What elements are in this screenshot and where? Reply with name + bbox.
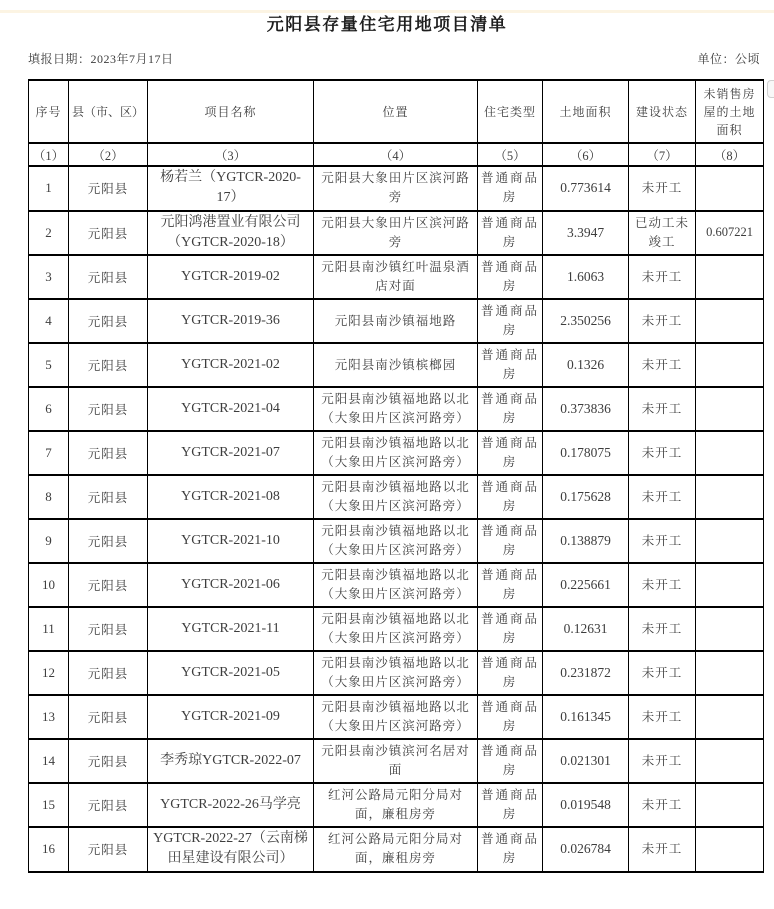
- index-cell-3: （3）: [148, 143, 314, 166]
- cell-unsold: [696, 563, 764, 607]
- cell-project: YGTCR-2021-10: [148, 519, 314, 563]
- header-unsold-area: 未销售房屋的土地面积: [696, 80, 764, 143]
- table-row: [29, 563, 764, 607]
- cell-location: 元阳县南沙镇福地路以北（大象田片区滨河路旁）: [314, 651, 478, 695]
- cell-county: 元阳县: [69, 651, 148, 695]
- cell-unsold: [696, 475, 764, 519]
- table-row: [29, 827, 764, 872]
- cell-type: 普通商品房: [478, 607, 543, 651]
- cell-unsold: [696, 651, 764, 695]
- cell-county: 元阳县: [69, 827, 148, 872]
- cell-type: 普通商品房: [478, 519, 543, 563]
- cell-type: 普通商品房: [478, 211, 543, 256]
- cell-no: 14: [29, 739, 69, 783]
- projects-table: [28, 79, 764, 873]
- cell-status: 未开工: [629, 563, 696, 607]
- cell-location: 元阳县南沙镇福地路以北（大象田片区滨河路旁）: [314, 387, 478, 431]
- cell-type: 普通商品房: [478, 343, 543, 387]
- cell-project: YGTCR-2021-06: [148, 563, 314, 607]
- cell-area: 0.161345: [543, 695, 629, 739]
- cell-area: 0.225661: [543, 563, 629, 607]
- cell-area: 0.178075: [543, 431, 629, 475]
- table-row: [29, 431, 764, 475]
- cell-status: 未开工: [629, 695, 696, 739]
- cell-no: 9: [29, 519, 69, 563]
- cell-project: YGTCR-2019-02: [148, 255, 314, 299]
- cell-area: 0.019548: [543, 783, 629, 827]
- scrollbar-thumb[interactable]: [767, 80, 774, 98]
- header-land-area: 土地面积: [543, 80, 629, 143]
- table-row: [29, 299, 764, 343]
- cell-no: 8: [29, 475, 69, 519]
- cell-status: 未开工: [629, 431, 696, 475]
- cell-county: 元阳县: [69, 255, 148, 299]
- cell-area: 0.373836: [543, 387, 629, 431]
- cell-project: YGTCR-2021-02: [148, 343, 314, 387]
- cell-type: 普通商品房: [478, 431, 543, 475]
- cell-type: 普通商品房: [478, 475, 543, 519]
- column-index-row: [29, 143, 764, 166]
- table-row: [29, 343, 764, 387]
- cell-county: 元阳县: [69, 475, 148, 519]
- cell-unsold: [696, 695, 764, 739]
- cell-no: 2: [29, 211, 69, 256]
- cell-status: 未开工: [629, 299, 696, 343]
- cell-location: 元阳县南沙镇槟榔园: [314, 343, 478, 387]
- table-row: [29, 783, 764, 827]
- index-cell-8: （8）: [696, 143, 764, 166]
- table-row: [29, 387, 764, 431]
- cell-status: 未开工: [629, 519, 696, 563]
- cell-location: 元阳县南沙镇福地路以北（大象田片区滨河路旁）: [314, 695, 478, 739]
- header-county: 县（市、区）: [69, 80, 148, 143]
- cell-unsold: [696, 166, 764, 211]
- table-body: [29, 166, 764, 872]
- cell-type: 普通商品房: [478, 255, 543, 299]
- cell-type: 普通商品房: [478, 695, 543, 739]
- cell-project: YGTCR-2022-26马学亮: [148, 783, 314, 827]
- cell-status: 未开工: [629, 343, 696, 387]
- cell-project: YGTCR-2019-36: [148, 299, 314, 343]
- cell-project: 元阳鸿港置业有限公司（YGTCR-2020-18）: [148, 211, 314, 256]
- table-row: [29, 607, 764, 651]
- table-row: [29, 519, 764, 563]
- cell-unsold: [696, 299, 764, 343]
- cell-county: 元阳县: [69, 519, 148, 563]
- cell-project: YGTCR-2021-07: [148, 431, 314, 475]
- cell-no: 1: [29, 166, 69, 211]
- unit-label: 单位：公顷: [697, 52, 760, 66]
- cell-county: 元阳县: [69, 695, 148, 739]
- cell-no: 10: [29, 563, 69, 607]
- cell-no: 3: [29, 255, 69, 299]
- cell-location: 元阳县大象田片区滨河路旁: [314, 166, 478, 211]
- cell-no: 6: [29, 387, 69, 431]
- cell-unsold: [696, 343, 764, 387]
- cell-project: YGTCR-2021-08: [148, 475, 314, 519]
- cell-project: YGTCR-2021-05: [148, 651, 314, 695]
- cell-area: 0.231872: [543, 651, 629, 695]
- header-project-name: 项目名称: [148, 80, 314, 143]
- index-cell-4: （4）: [314, 143, 478, 166]
- cell-location: 元阳县大象田片区滨河路旁: [314, 211, 478, 256]
- table-header-row: [29, 80, 764, 143]
- cell-county: 元阳县: [69, 299, 148, 343]
- cell-area: 0.138879: [543, 519, 629, 563]
- cell-status: 未开工: [629, 827, 696, 872]
- report-date-label: 填报日期：2023年7月17日: [28, 52, 174, 66]
- cell-no: 5: [29, 343, 69, 387]
- cell-area: 0.12631: [543, 607, 629, 651]
- cell-location: 元阳县南沙镇福地路: [314, 299, 478, 343]
- cell-area: 1.6063: [543, 255, 629, 299]
- cell-county: 元阳县: [69, 431, 148, 475]
- cell-location: 元阳县南沙镇福地路以北（大象田片区滨河路旁）: [314, 607, 478, 651]
- table-row: [29, 255, 764, 299]
- cell-location: 元阳县南沙镇福地路以北（大象田片区滨河路旁）: [314, 475, 478, 519]
- cell-area: 0.175628: [543, 475, 629, 519]
- cell-type: 普通商品房: [478, 739, 543, 783]
- cell-unsold: [696, 827, 764, 872]
- top-accent-strip: [0, 10, 774, 13]
- table-row: [29, 211, 764, 256]
- cell-type: 普通商品房: [478, 783, 543, 827]
- cell-no: 15: [29, 783, 69, 827]
- cell-area: 0.773614: [543, 166, 629, 211]
- table-row: [29, 739, 764, 783]
- cell-no: 11: [29, 607, 69, 651]
- cell-status: 已动工未竣工: [629, 211, 696, 256]
- cell-status: 未开工: [629, 166, 696, 211]
- cell-location: 元阳县南沙镇福地路以北（大象田片区滨河路旁）: [314, 519, 478, 563]
- cell-no: 4: [29, 299, 69, 343]
- cell-status: 未开工: [629, 387, 696, 431]
- cell-no: 16: [29, 827, 69, 872]
- table-row: [29, 166, 764, 211]
- cell-type: 普通商品房: [478, 166, 543, 211]
- cell-status: 未开工: [629, 475, 696, 519]
- cell-county: 元阳县: [69, 343, 148, 387]
- cell-type: 普通商品房: [478, 299, 543, 343]
- cell-area: 3.3947: [543, 211, 629, 256]
- cell-project: 李秀琼YGTCR-2022-07: [148, 739, 314, 783]
- table-row: [29, 475, 764, 519]
- cell-location: 红河公路局元阳分局对面，廉租房旁: [314, 783, 478, 827]
- cell-location: 元阳县南沙镇福地路以北（大象田片区滨河路旁）: [314, 563, 478, 607]
- cell-county: 元阳县: [69, 739, 148, 783]
- cell-unsold: [696, 255, 764, 299]
- cell-type: 普通商品房: [478, 563, 543, 607]
- index-cell-6: （6）: [543, 143, 629, 166]
- cell-no: 7: [29, 431, 69, 475]
- cell-location: 元阳县南沙镇滨河名居对面: [314, 739, 478, 783]
- cell-county: 元阳县: [69, 211, 148, 256]
- cell-area: 2.350256: [543, 299, 629, 343]
- cell-status: 未开工: [629, 255, 696, 299]
- cell-county: 元阳县: [69, 607, 148, 651]
- meta-row: [28, 50, 760, 67]
- cell-no: 12: [29, 651, 69, 695]
- cell-location: 元阳县南沙镇红叶温泉酒店对面: [314, 255, 478, 299]
- cell-unsold: [696, 431, 764, 475]
- cell-area: 0.026784: [543, 827, 629, 872]
- index-cell-2: （2）: [69, 143, 148, 166]
- cell-location: 元阳县南沙镇福地路以北（大象田片区滨河路旁）: [314, 431, 478, 475]
- cell-type: 普通商品房: [478, 827, 543, 872]
- cell-unsold: [696, 607, 764, 651]
- cell-unsold: 0.607221: [696, 211, 764, 256]
- cell-unsold: [696, 783, 764, 827]
- index-cell-1: （1）: [29, 143, 69, 166]
- cell-location: 红河公路局元阳分局对面，廉租房旁: [314, 827, 478, 872]
- header-location: 位置: [314, 80, 478, 143]
- cell-area: 0.021301: [543, 739, 629, 783]
- cell-project: 杨若兰（YGTCR-2020-17）: [148, 166, 314, 211]
- table-row: [29, 651, 764, 695]
- header-serial: 序号: [29, 80, 69, 143]
- cell-project: YGTCR-2021-09: [148, 695, 314, 739]
- cell-project: YGTCR-2021-11: [148, 607, 314, 651]
- cell-county: 元阳县: [69, 166, 148, 211]
- cell-unsold: [696, 739, 764, 783]
- index-cell-5: （5）: [478, 143, 543, 166]
- cell-unsold: [696, 387, 764, 431]
- cell-county: 元阳县: [69, 783, 148, 827]
- header-build-status: 建设状态: [629, 80, 696, 143]
- header-housing-type: 住宅类型: [478, 80, 543, 143]
- cell-area: 0.1326: [543, 343, 629, 387]
- cell-unsold: [696, 519, 764, 563]
- cell-type: 普通商品房: [478, 651, 543, 695]
- cell-status: 未开工: [629, 739, 696, 783]
- cell-status: 未开工: [629, 607, 696, 651]
- cell-county: 元阳县: [69, 387, 148, 431]
- index-cell-7: （7）: [629, 143, 696, 166]
- cell-status: 未开工: [629, 651, 696, 695]
- cell-no: 13: [29, 695, 69, 739]
- cell-county: 元阳县: [69, 563, 148, 607]
- page-title: 元阳县存量住宅用地项目清单: [266, 15, 508, 34]
- cell-type: 普通商品房: [478, 387, 543, 431]
- cell-status: 未开工: [629, 783, 696, 827]
- table-row: [29, 695, 764, 739]
- cell-project: YGTCR-2021-04: [148, 387, 314, 431]
- cell-project: YGTCR-2022-27（云南梯田星建设有限公司）: [148, 827, 314, 872]
